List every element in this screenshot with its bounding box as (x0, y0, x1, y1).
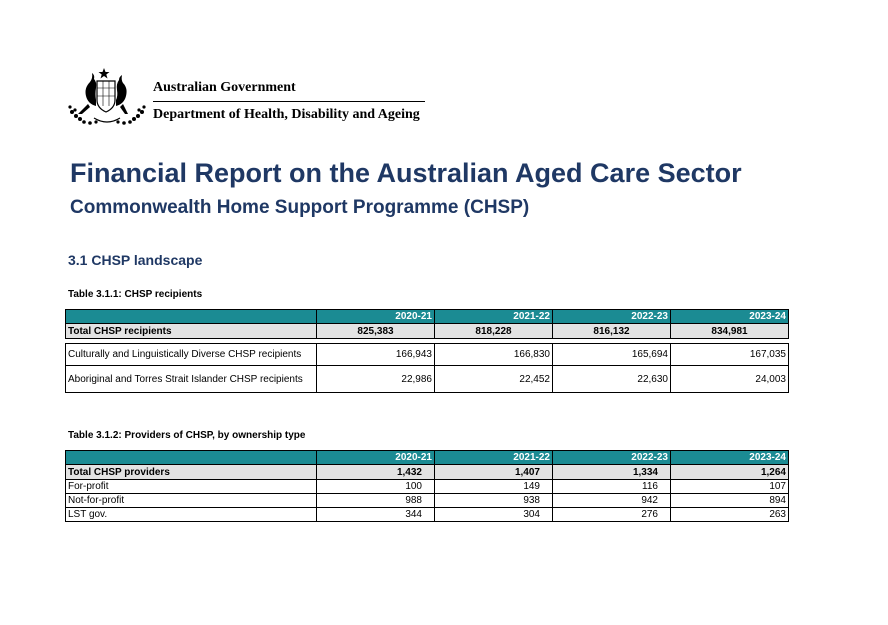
cell-value: 344 (317, 508, 435, 522)
table-total-row (66, 465, 789, 480)
cell-value: 942 (553, 494, 671, 508)
chsp-providers-table (65, 450, 789, 522)
cell-value: 149 (435, 480, 553, 494)
cell-value: 816,132 (553, 324, 671, 339)
cell-value: 22,630 (553, 366, 671, 393)
row-label: Aboriginal and Torres Strait Islander CHSP recipients (66, 366, 317, 393)
cell-value: 1,264 (671, 465, 789, 480)
row-label: Total CHSP providers (66, 465, 317, 480)
cell-value: 1,407 (435, 465, 553, 480)
row-label: LST gov. (66, 508, 317, 522)
header-blank-cell (66, 451, 317, 465)
report-title: Financial Report on the Australian Aged Care Sector (70, 158, 742, 188)
cell-value: 22,452 (435, 366, 553, 393)
cell-value: 263 (671, 508, 789, 522)
row-label: Not-for-profit (66, 494, 317, 508)
row-label: For-profit (66, 480, 317, 494)
report-subtitle: Commonwealth Home Support Programme (CHSP) (70, 197, 530, 218)
cell-value: 167,035 (671, 344, 789, 366)
coat-of-arms-logo (66, 66, 148, 128)
cell-value: 166,830 (435, 344, 553, 366)
table-total-row (66, 324, 789, 339)
year-header: 2022-23 (553, 310, 671, 324)
cell-value: 825,383 (317, 324, 435, 339)
cell-value: 107 (671, 480, 789, 494)
cell-value: 276 (553, 508, 671, 522)
table1-caption: Table 3.1.1: CHSP recipients (68, 289, 203, 300)
department-name: Department of Health, Disability and Ageing (153, 107, 420, 122)
table-row (66, 480, 789, 494)
cell-value: 165,694 (553, 344, 671, 366)
cell-value: 22,986 (317, 366, 435, 393)
government-name: Australian Government (153, 80, 296, 95)
year-header: 2020-21 (317, 310, 435, 324)
year-header: 2023-24 (671, 310, 789, 324)
table-row (66, 366, 789, 393)
cell-value: 1,432 (317, 465, 435, 480)
year-header: 2020-21 (317, 451, 435, 465)
cell-value: 304 (435, 508, 553, 522)
cell-value: 834,981 (671, 324, 789, 339)
cell-value: 166,943 (317, 344, 435, 366)
header-divider (153, 101, 425, 102)
table-header-row (66, 451, 789, 465)
row-label: Total CHSP recipients (66, 324, 317, 339)
cell-value: 100 (317, 480, 435, 494)
year-header: 2021-22 (435, 310, 553, 324)
cell-value: 116 (553, 480, 671, 494)
cell-value: 894 (671, 494, 789, 508)
cell-value: 938 (435, 494, 553, 508)
year-header: 2022-23 (553, 451, 671, 465)
row-label: Culturally and Linguistically Diverse CHSP recipients (66, 344, 317, 366)
cell-value: 24,003 (671, 366, 789, 393)
year-header: 2021-22 (435, 451, 553, 465)
cell-value: 1,334 (553, 465, 671, 480)
table-row (66, 494, 789, 508)
year-header: 2023-24 (671, 451, 789, 465)
table-header-row (66, 310, 789, 324)
cell-value: 818,228 (435, 324, 553, 339)
header-blank-cell (66, 310, 317, 324)
chsp-recipients-table (65, 309, 789, 393)
table-row (66, 508, 789, 522)
table-row (66, 344, 789, 366)
table2-caption: Table 3.1.2: Providers of CHSP, by ownership type (68, 430, 306, 441)
section-heading: 3.1 CHSP landscape (68, 252, 203, 268)
cell-value: 988 (317, 494, 435, 508)
